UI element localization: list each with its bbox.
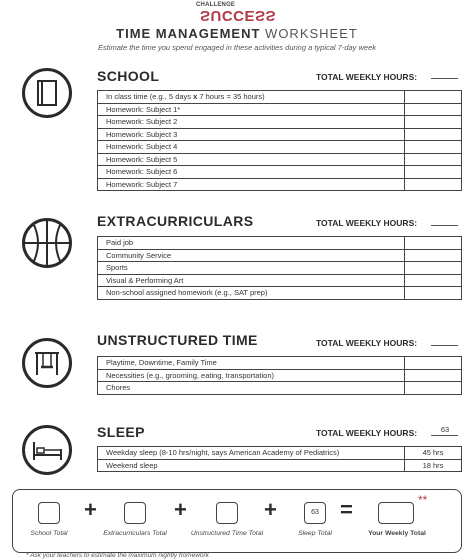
hours-cell[interactable] [405, 262, 462, 275]
table-row [98, 249, 462, 262]
table-row [98, 237, 462, 250]
challenge-success-logo [190, 2, 284, 24]
extracurriculars-total-field[interactable] [431, 225, 458, 226]
plus-sign: + [264, 497, 277, 522]
title-bold: TIME MANAGEMENT [116, 26, 261, 41]
activity-label: Homework: Subject 6 [98, 166, 405, 179]
hours-cell[interactable] [405, 141, 462, 154]
activity-label: Visual & Performing Art [98, 274, 405, 287]
unstructured-total-caption: Unstructured Time Total [190, 530, 264, 537]
sleep-total-label: TOTAL WEEKLY HOURS: [316, 428, 418, 438]
plus-sign: + [174, 497, 187, 522]
hours-cell[interactable] [405, 178, 462, 191]
activity-label: Homework: Subject 7 [98, 178, 405, 191]
unstructured-total-field[interactable] [431, 345, 458, 346]
notebook-icon [22, 68, 72, 118]
title-thin: WORKSHEET [265, 26, 358, 41]
logo-big-text: SUCCESS [200, 7, 277, 24]
weekly-total-box[interactable] [378, 502, 414, 524]
activity-label: Weekday sleep (8-10 hrs/night, says American Academy of Pediatrics) [98, 447, 405, 460]
hours-cell[interactable] [405, 166, 462, 179]
school-table [97, 90, 462, 191]
activity-label: Homework: Subject 2 [98, 116, 405, 129]
table-row [98, 382, 462, 395]
weekly-total-caption: Your Weekly Total [368, 530, 426, 537]
worksheet-title [0, 26, 474, 41]
table-row [98, 116, 462, 129]
hours-cell[interactable] [405, 116, 462, 129]
hours-cell[interactable] [405, 274, 462, 287]
school-total-caption: School Total [30, 530, 68, 537]
activity-label: Community Service [98, 249, 405, 262]
hours-cell[interactable] [405, 153, 462, 166]
hours-cell[interactable] [405, 249, 462, 262]
logo-small-text: CHALLENGE [196, 2, 236, 8]
table-row [98, 128, 462, 141]
table-row [98, 103, 462, 116]
activity-label: Homework: Subject 1* [98, 103, 405, 116]
hours-cell[interactable] [405, 128, 462, 141]
unstructured-total-label: TOTAL WEEKLY HOURS: [316, 338, 418, 348]
sleep-total-field [431, 435, 458, 436]
table-row [98, 369, 462, 382]
table-row [98, 287, 462, 300]
table-row [98, 262, 462, 275]
hours-cell[interactable] [405, 357, 462, 370]
table-row [98, 153, 462, 166]
hours-cell[interactable] [405, 369, 462, 382]
activity-label: Sports [98, 262, 405, 275]
activity-label: Chores [98, 382, 405, 395]
extracurriculars-table [97, 236, 462, 300]
table-row [98, 447, 462, 460]
extracurriculars-title: EXTRACURRICULARS [97, 213, 254, 229]
hours-cell[interactable] [405, 103, 462, 116]
activity-label: In class time (e.g., 5 days x 7 hours = 35 hours) [98, 91, 405, 104]
hours-cell[interactable] [405, 91, 462, 104]
sleep-title: SLEEP [97, 424, 145, 440]
extracurriculars-total-box[interactable] [124, 502, 146, 524]
table-row [98, 141, 462, 154]
table-row [98, 357, 462, 370]
hours-cell[interactable] [405, 237, 462, 250]
table-row [98, 274, 462, 287]
footnote-stars: ** [418, 493, 428, 507]
hours-cell[interactable]: 45 hrs [405, 447, 462, 460]
worksheet-subtitle: Estimate the time you spend engaged in these activities during a typical 7-day week [97, 43, 377, 52]
hours-cell[interactable]: 18 hrs [405, 459, 462, 472]
unstructured-total-box[interactable] [216, 502, 238, 524]
sleep-total-value[interactable]: 63 [440, 425, 450, 434]
table-row [98, 178, 462, 191]
equals-sign: = [340, 497, 353, 522]
table-row [98, 166, 462, 179]
activity-label: Non-school assigned homework (e.g., SAT prep) [98, 287, 405, 300]
unstructured-table [97, 356, 462, 395]
activity-label: Homework: Subject 5 [98, 153, 405, 166]
activity-label: Paid job [98, 237, 405, 250]
school-total-field[interactable] [431, 78, 458, 79]
basketball-icon [22, 218, 72, 268]
activity-label: Homework: Subject 4 [98, 141, 405, 154]
extracurriculars-total-caption: Extracurriculars Total [103, 530, 167, 537]
sleep-total-box[interactable]: 63 [304, 502, 326, 524]
school-title: SCHOOL [97, 68, 160, 84]
activity-label: Weekend sleep [98, 459, 405, 472]
hours-cell[interactable] [405, 382, 462, 395]
activity-label: Necessities (e.g., grooming, eating, transportation) [98, 369, 405, 382]
table-row [98, 91, 462, 104]
hours-cell[interactable] [405, 287, 462, 300]
bed-icon [22, 425, 72, 475]
activity-label: Playtime, Downtime, Family Time [98, 357, 405, 370]
school-total-box[interactable] [38, 502, 60, 524]
extracurriculars-total-label: TOTAL WEEKLY HOURS: [316, 218, 418, 228]
unstructured-title: UNSTRUCTURED TIME [97, 332, 258, 348]
plus-sign: + [84, 497, 97, 522]
footnote: * Ask your teachers to estimate the maximum nightly homework [26, 552, 209, 559]
table-row [98, 459, 462, 472]
activity-label: Homework: Subject 3 [98, 128, 405, 141]
swing-icon [22, 338, 72, 388]
school-total-label: TOTAL WEEKLY HOURS: [316, 72, 418, 82]
sleep-total-caption: Sleep Total [298, 530, 332, 537]
sleep-table [97, 446, 462, 472]
